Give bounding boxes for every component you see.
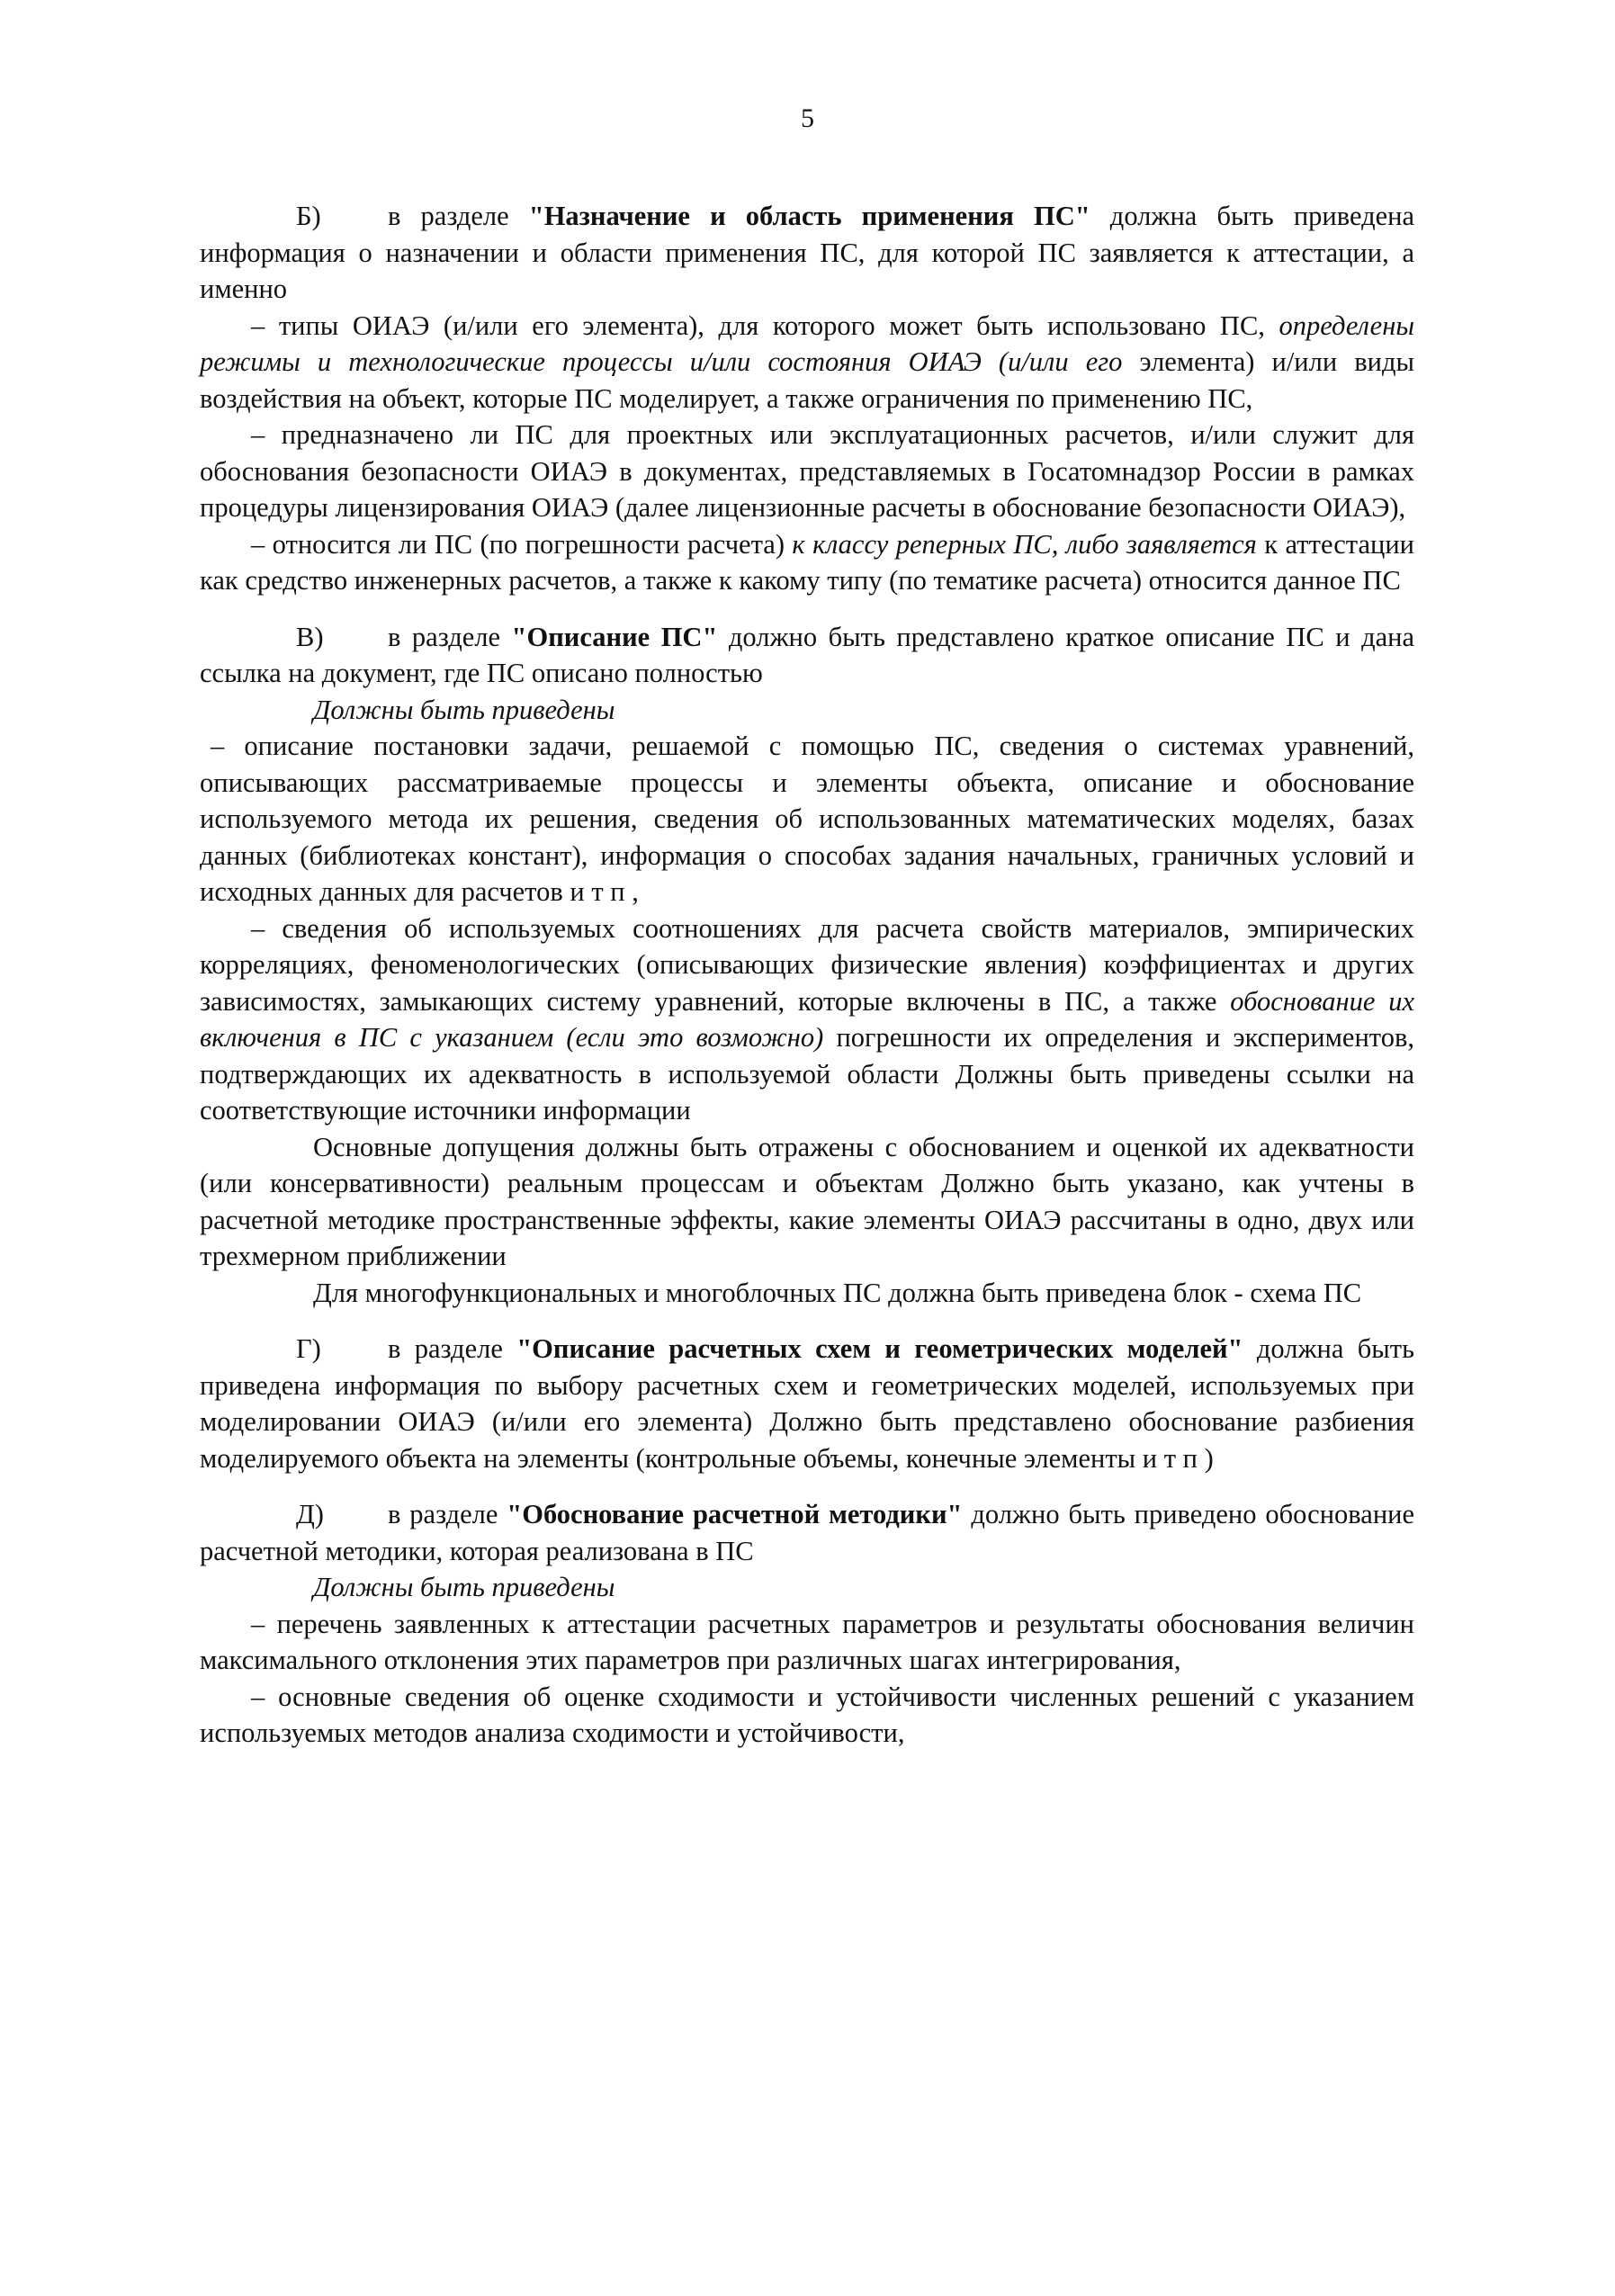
section-b-item-1-end: элемента) и/или виды воздействия на объект, которые ПС моделирует, а также ограничения по применению ПС, bbox=[200, 346, 1415, 414]
section-d-intro bbox=[200, 1496, 1414, 1569]
section-g-intro-after: должна быть приведена информация по выбору расчетных схем и геометрических моделей, используемых при моделировании ОИАЭ (и/или его элемента) Должно быть представлено обоснование разбиения моделируемого объекта на элементы (контрольные объемы, конечные элементы и т п ) bbox=[200, 1333, 1415, 1474]
section-d-intro-after: должно быть приведено обоснование расчетной методики, которая реализована в ПС bbox=[200, 1499, 1414, 1566]
section-d-heading: "Обоснование расчетной методики" bbox=[507, 1499, 963, 1529]
section-v-item-2-start: – сведения об используемых соотношениях для расчета свойств материалов, эмпирических корреляциях, феноменологических (описывающих физические явления) коэффициентах и других зависимостях, замыкающих систему уравнений, которые включены в ПС, а также bbox=[200, 912, 1414, 1017]
document-body bbox=[200, 198, 1414, 1752]
section-g-intro-before: в разделе bbox=[388, 1333, 517, 1364]
section-b-item-1-italic: определены режимы и технологические процессы и/или состояния ОИАЭ (и/или его bbox=[200, 309, 1414, 377]
section-b-item-3-end: к аттестации как средство инженерных расчетов, а также к какому типу (по тематике расчета) относится данное ПС bbox=[200, 528, 1414, 596]
section-v-subhead: Должны быть приведены bbox=[313, 694, 615, 725]
section-g-intro bbox=[200, 1331, 1414, 1476]
section-b-heading: "Назначение и область применения ПС" bbox=[528, 201, 1090, 231]
section-b-intro-after: должна быть приведена информация о назначении и области применения ПС, для которой ПС заявляется к аттестации, а именно bbox=[200, 201, 1415, 304]
section-v-heading: "Описание ПС" bbox=[511, 621, 718, 652]
section-v-item-2-italic: обоснование их включения в ПС с указанием (если это возможно) bbox=[200, 985, 1414, 1053]
section-d-item-2: – основные сведения об оценке сходимости и устойчивости численных решений с указанием используемых методов анализа сходимости и устойчивости, bbox=[200, 1681, 1414, 1748]
section-b-intro-before: в разделе bbox=[388, 201, 529, 231]
section-g-letter: Г) bbox=[296, 1333, 321, 1364]
section-v-letter: В) bbox=[296, 621, 324, 652]
section-d-subhead: Должны быть приведены bbox=[313, 1572, 615, 1602]
section-d-letter: Д) bbox=[296, 1499, 324, 1529]
section-g-heading: "Описание расчетных схем и геометрических моделей" bbox=[516, 1333, 1243, 1364]
section-b-item-1-start: – типы ОИАЭ (и/или его элемента), для которого может быть использовано ПС, bbox=[251, 309, 1279, 341]
section-v-item-2-end: погрешности их определения и экспериментов, подтверждающих их адекватность в используемой области Должны быть приведены ссылки на соответствующие источники информации bbox=[200, 1022, 1414, 1126]
section-v-paragraph-2: Для многофункциональных и многоблочных ПС должна быть приведена блок - схема ПС bbox=[313, 1277, 1362, 1308]
section-b-item-1 bbox=[200, 308, 1414, 417]
section-b-intro bbox=[200, 198, 1414, 308]
section-v-intro-after: должно быть представлено краткое описание ПС и дана ссылка на документ, где ПС описано полностью bbox=[200, 621, 1414, 688]
section-b-item-3-italic: к классу реперных ПС, либо заявляется bbox=[792, 528, 1257, 560]
page-number: 5 bbox=[801, 103, 814, 133]
section-b-item-2: – предназначено ли ПС для проектных или эксплуатационных расчетов, и/или служит для обоснования безопасности ОИАЭ в документах, представляемых в Госатомнадзор России в рамках процедуры лицензирования ОИАЭ (далее лицензионные расчеты в обоснование безопасности ОИАЭ), bbox=[200, 419, 1414, 523]
section-b-item-3 bbox=[200, 526, 1414, 599]
section-b-letter: Б) bbox=[296, 201, 321, 231]
section-v-intro-before: в разделе bbox=[388, 621, 512, 652]
section-v-paragraph-1: Основные допущения должны быть отражены с обоснованием и оценкой их адекватности (или консервативности) реальным процессам и объектам Должно быть указано, как учтены в расчетной методике пространственные эффекты, какие элементы ОИАЭ рассчитаны в одно, двух или трехмерном приближении bbox=[200, 1131, 1414, 1271]
section-v-intro bbox=[200, 619, 1414, 692]
section-b-item-3-start: – относится ли ПС (по погрешности расчета) bbox=[251, 528, 793, 560]
section-d-intro-before: в разделе bbox=[388, 1499, 507, 1529]
section-v-item-2 bbox=[200, 910, 1414, 1129]
section-v-item-1: – описание постановки задачи, решаемой с помощью ПС, сведения о системах уравнений, описывающих рассматриваемые процессы и элементы объекта, описание и обоснование используемого метода их решения, сведения об использованных математических моделях, базах данных (библиотеках констант), информация о способах задания начальных, граничных условий и исходных данных для расчетов и т п , bbox=[200, 731, 1414, 907]
section-d-item-1: – перечень заявленных к аттестации расчетных параметров и результаты обоснования величин максимального отклонения этих параметров при различных шагах интегрирования, bbox=[200, 1608, 1414, 1675]
